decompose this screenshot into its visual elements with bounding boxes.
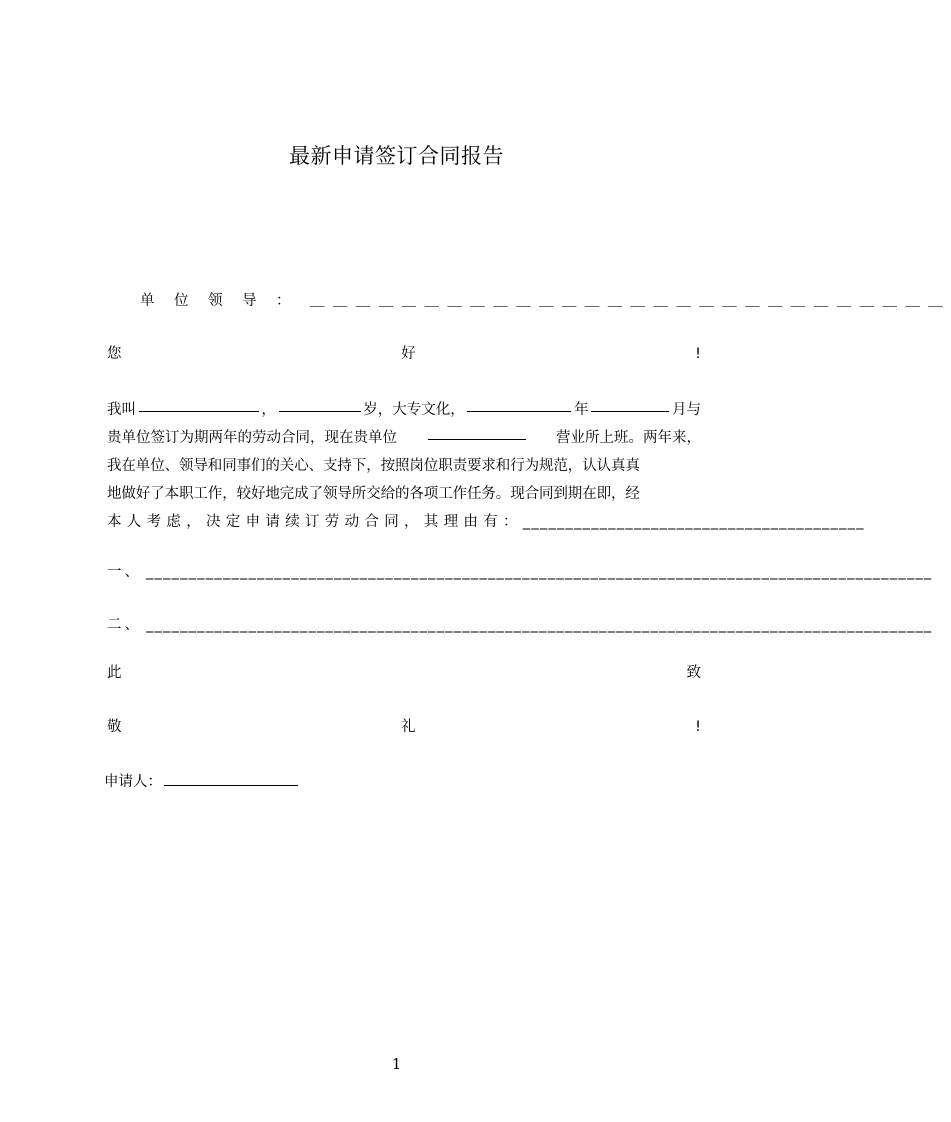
salutation-label: 单位领导： xyxy=(140,293,310,309)
reasons-blank: ________________________________________ xyxy=(522,514,865,530)
body-row-3 xyxy=(107,452,701,480)
body-text: 本人考虑，决定申请续订劳动合同，其理由有： xyxy=(107,514,523,530)
applicant-blank xyxy=(164,770,298,786)
reason-line-1 xyxy=(107,560,933,584)
body-text: ， xyxy=(261,402,276,418)
closing-right: 致 xyxy=(686,665,701,681)
body-paragraph xyxy=(107,396,865,536)
closing-left: 此 xyxy=(107,665,122,681)
body-text: 岁，大专文化， xyxy=(363,402,465,418)
reason-line-2 xyxy=(107,613,933,637)
reason-blank: ____________________________________________________________________________________________ xyxy=(146,564,933,580)
salutation-blank: ＿＿＿＿＿＿＿＿＿＿＿＿＿＿＿＿＿＿＿＿＿＿＿＿＿＿＿＿ xyxy=(310,293,951,309)
body-text: 地做好了本职工作，较好地完成了领导所交给的各项工作任务。现合同到期在即，经 xyxy=(107,486,640,502)
closing-left: 敬 xyxy=(107,719,122,735)
reason-blank: ____________________________________________________________________________________________ xyxy=(146,617,933,633)
body-row-4 xyxy=(107,480,701,508)
body-row-2 xyxy=(107,424,701,452)
branch-blank xyxy=(428,424,526,440)
age-blank xyxy=(279,396,361,412)
salutation-line xyxy=(107,289,951,313)
name-blank xyxy=(139,396,259,412)
closing-line-2 xyxy=(107,715,701,739)
greeting-line xyxy=(107,342,701,366)
greeting-right: ! xyxy=(695,346,701,362)
year-blank xyxy=(467,396,571,412)
body-text: 营业所上班。两年来， xyxy=(556,430,701,446)
body-text: 年 xyxy=(574,402,589,418)
closing-right: ! xyxy=(695,719,701,735)
closing-line-1 xyxy=(107,661,701,685)
month-blank xyxy=(591,396,669,412)
reason-number: 一、 xyxy=(107,564,142,580)
body-text: 月与 xyxy=(672,402,701,418)
body-text: 贵单位签订为期两年的劳动合同，现在贵单位 xyxy=(107,430,397,446)
body-row-5 xyxy=(107,508,865,536)
greeting-middle: 好 xyxy=(401,346,416,362)
applicant-line xyxy=(104,770,298,794)
body-text: 我叫 xyxy=(107,402,136,418)
body-text: 我在单位、领导和同事们的关心、支持下，按照岗位职责要求和行为规范，认认真真 xyxy=(107,458,640,474)
page-number: 1 xyxy=(391,1055,402,1073)
greeting-left: 您 xyxy=(107,346,122,362)
applicant-label: 申请人： xyxy=(104,774,162,790)
document-title: 最新申请签订合同报告 xyxy=(289,144,504,168)
body-row-1 xyxy=(107,396,701,424)
reason-number: 二、 xyxy=(107,617,142,633)
closing-middle: 礼 xyxy=(401,719,416,735)
